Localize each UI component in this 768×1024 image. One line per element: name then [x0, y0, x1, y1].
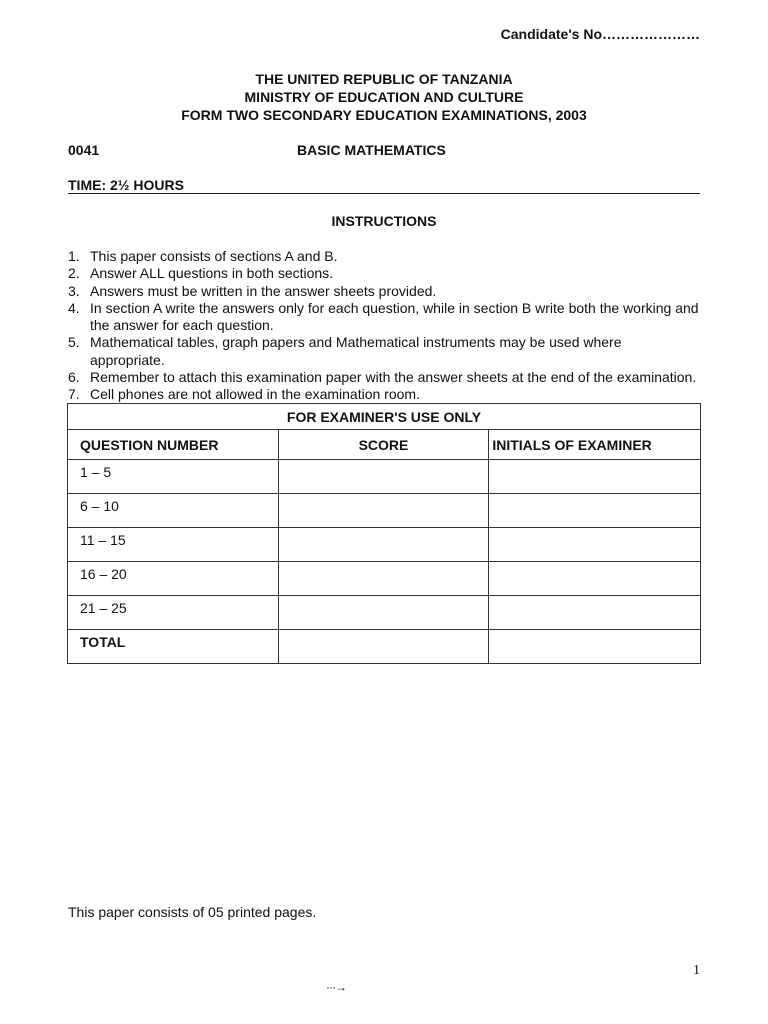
instructions-heading: INSTRUCTIONS: [331, 213, 437, 229]
header-score: SCORE: [278, 430, 489, 460]
instruction-text: Remember to attach this examination paper with the answer sheets at the end of the examination.: [90, 369, 697, 386]
question-range-cell: 11 – 15: [68, 528, 279, 562]
table-row: [68, 562, 701, 596]
initials-cell: [489, 460, 701, 494]
score-cell: [278, 460, 489, 494]
table-row: [68, 596, 701, 630]
paper-code: 0041: [68, 142, 100, 158]
header-country: THE UNITED REPUBLIC OF TANZANIA: [255, 71, 513, 87]
instruction-number: 1.: [68, 248, 80, 264]
instructions-list: [68, 248, 700, 404]
score-cell: [278, 562, 489, 596]
instruction-number: 5.: [68, 334, 80, 351]
instruction-item: [68, 300, 700, 335]
exam-header: [0, 70, 768, 124]
total-label-cell: TOTAL: [68, 630, 279, 664]
question-range-cell: 21 – 25: [68, 596, 279, 630]
header-ministry: MINISTRY OF EDUCATION AND CULTURE: [244, 89, 524, 105]
score-cell: [278, 494, 489, 528]
instruction-item: [68, 248, 700, 265]
instruction-text: Answer ALL questions in both sections.: [90, 265, 334, 282]
initials-cell: [489, 528, 701, 562]
continue-arrow-icon: ···→: [326, 980, 346, 994]
instruction-number: 3.: [68, 282, 80, 299]
table-caption-row: [68, 404, 701, 430]
paper-subject: BASIC MATHEMATICS: [297, 142, 446, 158]
question-range-cell: 16 – 20: [68, 562, 279, 596]
instruction-item: [68, 265, 700, 282]
table-total-row: [68, 630, 701, 664]
header-exam-title: FORM TWO SECONDARY EDUCATION EXAMINATIONS, 2003: [181, 107, 587, 123]
instruction-text: Answers must be written in the answer sheets provided.: [90, 282, 437, 299]
table-header-row: [68, 430, 701, 460]
instruction-item: [68, 386, 700, 403]
page-number: 1: [693, 963, 700, 978]
question-range-cell: 1 – 5: [68, 460, 279, 494]
initials-cell: [489, 596, 701, 630]
score-cell: [278, 528, 489, 562]
instruction-text: In section A write the answers only for each question, while in section B write both the working and the answer for each question.: [90, 299, 699, 334]
table-caption: FOR EXAMINER'S USE ONLY: [68, 404, 701, 430]
time-allowed: TIME: 2½ HOURS: [68, 177, 184, 193]
instruction-item: [68, 334, 700, 369]
instruction-text: Mathematical tables, graph papers and Mathematical instruments may be used where appropriate.: [90, 334, 622, 368]
table-row: [68, 494, 701, 528]
total-score-cell: [278, 630, 489, 664]
initials-cell: [489, 494, 701, 528]
total-initials-cell: [489, 630, 701, 664]
question-range-cell: 6 – 10: [68, 494, 279, 528]
table-row: [68, 460, 701, 494]
table-row: [68, 528, 701, 562]
header-initials: INITIALS OF EXAMINER: [489, 430, 701, 460]
initials-cell: [489, 562, 701, 596]
instruction-number: 6.: [68, 369, 80, 386]
header-question-number: QUESTION NUMBER: [68, 430, 279, 460]
score-cell: [278, 596, 489, 630]
header-divider: [68, 193, 700, 194]
instruction-number: 7.: [68, 386, 80, 403]
instruction-number: 2.: [68, 265, 80, 282]
candidate-number-field: Candidate's No…………………: [500, 26, 700, 42]
instruction-item: [68, 369, 700, 386]
examiner-use-table: [67, 403, 701, 664]
instruction-text: Cell phones are not allowed in the examination room.: [90, 386, 420, 403]
printed-pages-note: This paper consists of 05 printed pages.: [68, 904, 317, 920]
instruction-item: [68, 283, 700, 300]
instruction-number: 4.: [68, 299, 80, 316]
instruction-text: This paper consists of sections A and B.: [90, 248, 338, 264]
